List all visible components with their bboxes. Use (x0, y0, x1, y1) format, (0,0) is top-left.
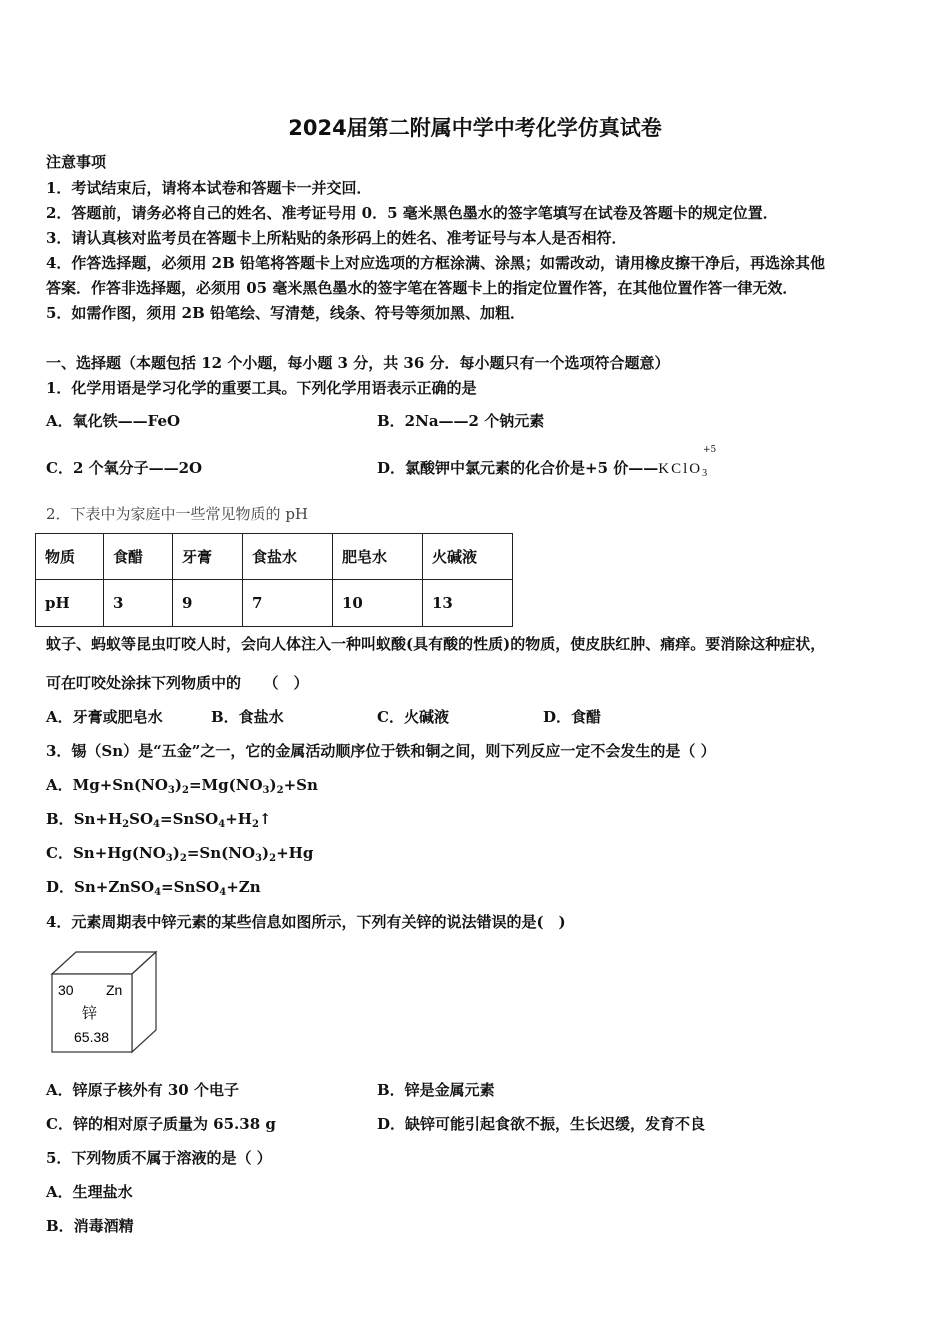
table-cell: 7 (243, 580, 333, 627)
q1-option-d[interactable] (377, 457, 709, 479)
notice-item: 4．作答选择题，必须用 2B 铅笔将答题卡上对应选项的方框涂满、涂黑；如需改动，请用橡皮擦干净后，再选涂其他 (46, 254, 826, 272)
table-header-cell: 食盐水 (243, 534, 333, 580)
q5-option-b[interactable]: B．消毒酒精 (46, 1217, 134, 1235)
q3-option-a[interactable]: A．$Mg+Sn(NO_3)_2=Mg(NO_3)_2+Sn$ (46, 776, 318, 796)
q5-option-a[interactable]: A．生理盐水 (46, 1183, 133, 1201)
q1-option-c[interactable]: C．2 个氧分子——2O (46, 459, 203, 477)
element-symbol: Zn (106, 982, 123, 998)
atomic-number: 30 (58, 982, 74, 998)
q2-option-d[interactable]: D．食醋 (543, 708, 602, 726)
q2-option-b[interactable]: B．食盐水 (211, 708, 284, 726)
q3-option-b[interactable]: B．$Sn+H_2SO_4=SnSO_4+H_2↑$ (46, 810, 272, 830)
q1-stem: 1．化学用语是学习化学的重要工具。下列化学用语表示正确的是 (46, 379, 477, 397)
q4-option-b[interactable]: B．锌是金属元素 (377, 1081, 495, 1099)
q2-intro: 2．下表中为家庭中一些常见物质的 pH (46, 505, 308, 523)
table-cell: 3 (104, 580, 173, 627)
q3-option-d[interactable]: D．Sn+ZnSO$_4$=SnSO$_4$+Zn (46, 878, 261, 898)
q2-stem-line1: 蚊子、蚂蚁等昆虫叮咬人时，会向人体注入一种叫蚁酸(具有酸的性质)的物质，使皮肤红肿、痛痒。要消除这种症状， (46, 635, 826, 653)
section-heading: 一、选择题（本题包括 12 个小题，每小题 3 分，共 36 分．每小题只有一个选项符合题意） (46, 354, 670, 372)
zinc-element-cube (48, 950, 160, 1056)
table-cell: 9 (173, 580, 243, 627)
q4-option-d[interactable]: D．缺锌可能引起食欲不振，生长迟缓，发育不良 (377, 1115, 706, 1133)
q2-stem-line2: 可在叮咬处涂抹下列物质中的 （ ） (46, 674, 309, 692)
table-cell: 10 (333, 580, 423, 627)
element-name: 锌 (82, 1004, 98, 1022)
q2-option-c[interactable]: C．火碱液 (377, 708, 449, 726)
q5-stem: 5．下列物质不属于溶液的是（ ） (46, 1149, 272, 1167)
notice-heading: 注意事项 (46, 153, 107, 171)
q3-option-c[interactable]: C．$Sn+Hg(NO_3)_2=Sn(NO_3)_2+Hg$ (46, 844, 314, 864)
notice-item: 答案．作答非选择题，必须用 05 毫米黑色墨水的签字笔在答题卡上的指定位置作答，在其他位置作答一律无效． (46, 279, 798, 297)
q1-option-a[interactable]: A．氧化铁——FeO (46, 412, 181, 430)
q4-option-c[interactable]: C．锌的相对原子质量为 65.38 g (46, 1115, 276, 1133)
table-header-cell: 物质 (36, 534, 104, 580)
notice-item: 2．答题前，请务必将自己的姓名、准考证号用 0．5 毫米黑色墨水的签字笔填写在试卷及答题卡的规定位置． (46, 204, 778, 222)
notice-item: 1．考试结束后，请将本试卷和答题卡一并交回． (46, 179, 372, 197)
q4-option-a[interactable]: A．锌原子核外有 30 个电子 (46, 1081, 239, 1099)
q1-option-b[interactable]: B．2Na——2 个钠元素 (377, 412, 545, 430)
atomic-mass: 65.38 (74, 1029, 110, 1045)
q4-stem: 4．元素周期表中锌元素的某些信息如图所示，下列有关锌的说法错误的是( ) (46, 913, 566, 931)
table-cell: pH (36, 580, 104, 627)
notice-item: 5．如需作图，须用 2B 铅笔绘、写清楚，线条、符号等须加黑、加粗． (46, 304, 525, 322)
q1-option-d-text: D．氯酸钾中氯元素的化合价是+5 价—— (377, 459, 659, 477)
notice-item: 3．请认真核对监考员在答题卡上所粘贴的条形码上的姓名、准考证号与本人是否相符． (46, 229, 627, 247)
table-header-cell: 火碱液 (423, 534, 513, 580)
q2-option-a[interactable]: A．牙膏或肥皂水 (46, 708, 163, 726)
kclo3-formula: KClO$_3$ (658, 461, 710, 479)
table-header-cell: 牙膏 (173, 534, 243, 580)
ph-table (35, 533, 513, 627)
page-title: 2024届第二附属中学中考化学仿真试卷 (288, 116, 662, 140)
table-header-cell: 食醋 (104, 534, 173, 580)
valence-mark: +5 (703, 445, 717, 455)
q3-stem: 3．锡（Sn）是“五金”之一，它的金属活动顺序位于铁和铜之间，则下列反应一定不会发生的是（ ） (46, 742, 716, 760)
table-header-cell: 肥皂水 (333, 534, 423, 580)
table-cell: 13 (423, 580, 513, 627)
